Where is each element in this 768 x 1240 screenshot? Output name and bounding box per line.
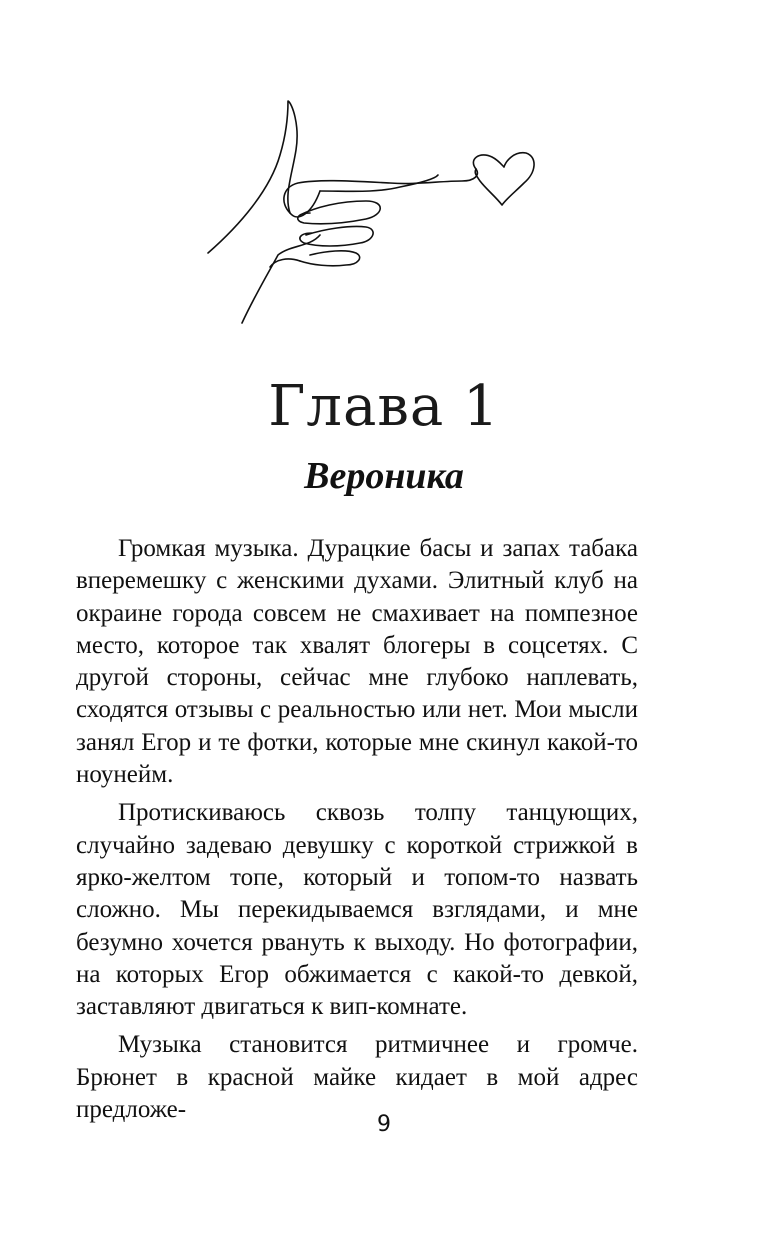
- chapter-heading: Глава 1: [268, 374, 500, 439]
- chapter-body-text: [76, 533, 638, 1132]
- paragraph-3: Музыка становится ритмичнее и громче. Брюнет в красной майке кидает в мой адрес предложе-: [76, 1031, 638, 1124]
- paragraph-1: Громкая музыка. Дурацкие басы и запах табака вперемешку с женскими духами. Элитный клуб на окраине города совсем не смахивает на помпезное место, которое так хвалят блогеры в соцсетях. С другой стороны, сейчас мне глубоко наплевать, сходятся отзывы с реальностью или нет. Мои мысли занял Егор и те фотки, которые мне скинул какой-то ноунейм.: [76, 535, 638, 789]
- chapter-name: Вероника: [304, 455, 464, 497]
- paragraph-2: Протискиваюсь сквозь толпу танцующих, случайно задеваю девушку с короткой стрижкой в ярко-желтом топе, который и топом-то назвать сложно. Мы перекидываемся взглядами, и мне безумно хочется рвануть к выходу. Но фотографии, на которых Егор обжимается с какой-то девкой, заставляют двигаться к вип-комнате.: [76, 799, 638, 1021]
- page-number: 9: [377, 1112, 391, 1137]
- hand-with-heart-line-drawing-icon: [200, 95, 540, 330]
